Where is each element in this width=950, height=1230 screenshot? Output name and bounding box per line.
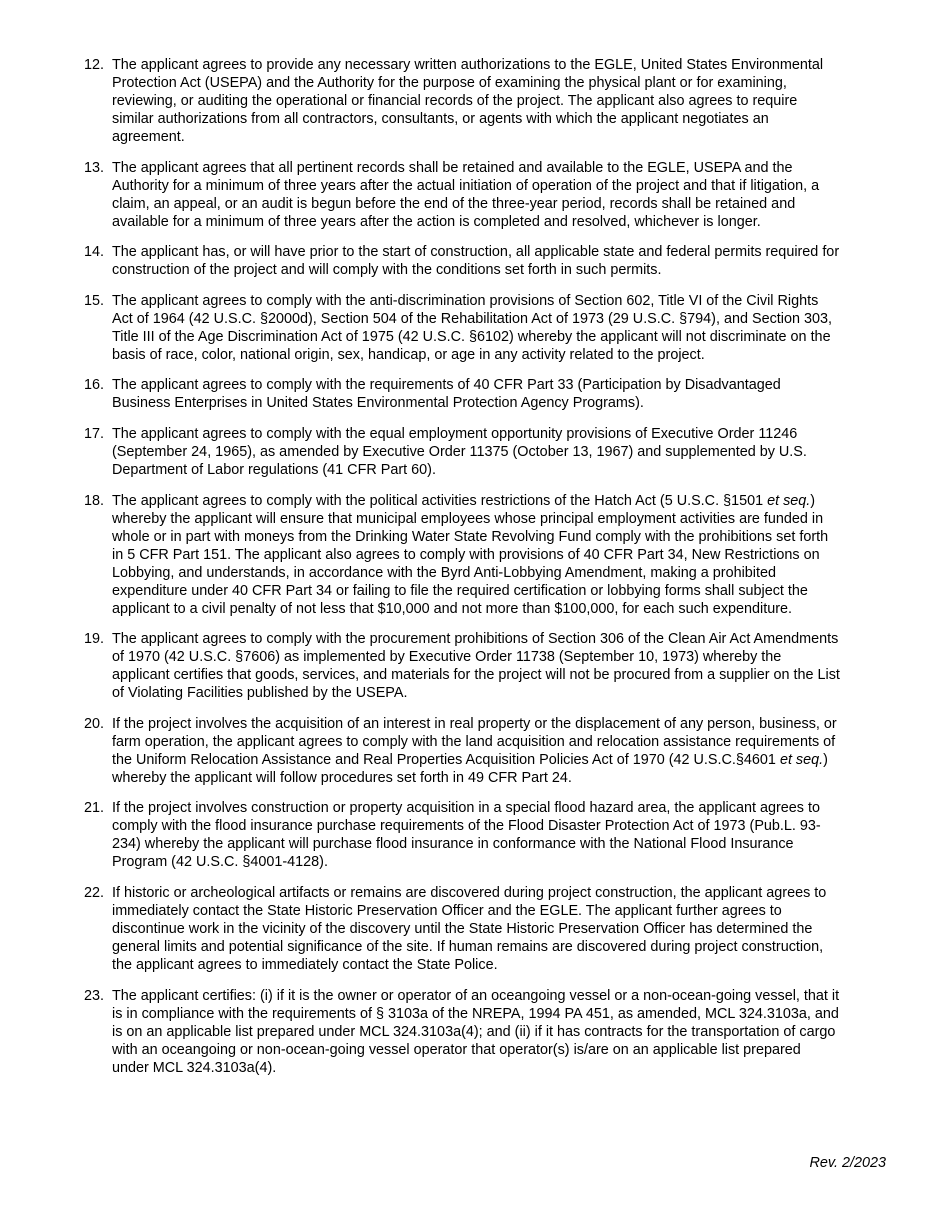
item-text [112,492,840,618]
item-number: 20. [84,715,105,732]
item-number: 15. [84,292,105,309]
list-item [84,159,840,231]
item-text-segment: The applicant certifies: (i) if it is the owner or operator of an oceangoing vessel or a non-ocean-going vessel, that it is in compliance with the requirements of § 3103a of the NREPA, 1994 PA 451, as amended, MCL 324.3103a, and is on an applicable list prepared under MCL 324.3103a(4); and (ii) if it has contracts for the transportation of cargo with an oceangoing or non-ocean-going vessel operator that operator(s) is/are on an applicable list prepared under MCL 324.3103a(4). [112,987,840,1076]
item-text [112,159,840,231]
item-text-segment: ) whereby the applicant will ensure that municipal employees whose principal employment activities are funded in whole or in part with moneys from the Drinking Water State Revolving Fund comply with the prohibitions set forth in 5 CFR Part 151. The applicant also agrees to comply with provisions of 40 CFR Part 34, New Restrictions on Lobbying, and understands, in accordance with the Byrd Anti-Lobbying Amendment, making a prohibited expenditure under 40 CFR Part 34 or failing to file the required certification or lobbying forms shall subject the applicant to a civil penalty of not less that $10,000 and not more than $100,000, for each such expenditure. [112,492,829,617]
item-number: 12. [84,57,105,73]
item-number: 22. [84,884,105,901]
item-text [112,630,840,702]
item-text-italic: et seq. [767,492,811,509]
item-number: 16. [84,377,105,394]
list-item [84,376,840,412]
item-text-segment: If the project involves construction or property acquisition in a special flood hazard area, the applicant agrees to comply with the flood insurance purchase requirements of the Flood Disaster Protection Act of 1973 (Pub.L. 93-234) whereby the applicant will purchase flood insurance in conformance with the National Flood Insurance Program (42 U.S.C. §4001-4128). [112,800,821,871]
item-text-segment: If the project involves the acquisition of an interest in real property or the displacement of any person, business, or farm operation, the applicant agrees to comply with the land acquisition and relocation assistance requirements of the Uniform Relocation Assistance and Real Properties Acquisition Policies Act of 1970 (42 U.S.C.§4601 [112,715,837,768]
item-text-segment: The applicant agrees to comply with the political activities restrictions of the Hatch Act (5 U.S.C. §1501 [112,492,768,509]
item-text-segment: The applicant has, or will have prior to the start of construction, all applicable state and federal permits required for construction of the project and will comply with the conditions set forth in such permits. [112,244,840,279]
list-item [84,425,840,479]
item-text [112,715,840,787]
list-item [84,987,840,1077]
item-number: 21. [84,800,105,817]
item-text [112,799,840,871]
item-number: 19. [84,631,105,648]
list-item [84,56,840,146]
item-text [112,376,840,412]
list-item [84,292,840,364]
item-text [112,884,840,974]
numbered-list [84,56,840,1089]
list-item [84,884,840,974]
revision-footer: Rev. 2/2023 [809,1155,886,1171]
item-text-italic: et seq. [779,751,824,768]
item-text-segment: The applicant agrees to comply with the procurement prohibitions of Section 306 of the Clean Air Act Amendments of 1970 (42 U.S.C. §7606) as implemented by Executive Order 11738 (September 10, 1973) whereby the applicant certifies that goods, services, and materials for the project will not be procured from a supplier on the List of Violating Facilities published by the USEPA. [112,631,840,702]
item-number: 18. [84,492,105,509]
item-text [112,987,840,1077]
item-text-segment: The applicant agrees to comply with the anti-discrimination provisions of Section 602, Title VI of the Civil Rights Act of 1964 (42 U.S.C. §2000d), Section 504 of the Rehabilitation Act of 1973 (29 U.S.C. §794), and Section 303, Title III of the Age Discrimination Act of 1975 (42 U.S.C. §6102) whereby the applicant will not discriminate on the basis of race, color, national origin, sex, handicap, or age in any activity related to the project. [112,292,832,363]
item-text-segment: The applicant agrees to comply with the equal employment opportunity provisions of Executive Order 11246 (September 24, 1965), as amended by Executive Order 11375 (October 13, 1967) and supplemented by U.S. Department of Labor regulations (41 CFR Part 60). [112,425,807,478]
item-text-segment: ) whereby the applicant will follow procedures set forth in 49 CFR Part 24. [112,751,828,786]
item-text-segment: The applicant agrees that all pertinent records shall be retained and available to the EGLE, USEPA and the Authority for a minimum of three years after the actual initiation of operation of the project and that if litigation, a claim, an appeal, or an audit is begun before the end of the three-year period, records shall be retained and available for a minimum of three years after the action is completed and resolved, whichever is longer. [112,159,820,230]
item-number: 13. [84,159,105,176]
item-text-segment: The applicant agrees to comply with the requirements of 40 CFR Part 33 (Participation by Disadvantaged Business Enterprises in United States Environmental Protection Agency Programs). [112,377,781,412]
list-item [84,492,840,618]
item-text-segment: The applicant agrees to provide any necessary written authorizations to the EGLE, United States Environmental Protection Act (USEPA) and the Authority for the purpose of examining the physical plant or for examining, reviewing, or auditing the operational or financial records of the project. The applicant also agrees to require similar authorizations from all contractors, consultants, or agents with which the applicant negotiates an agreement. [112,57,824,145]
list-item [84,630,840,702]
item-text [112,292,840,364]
item-text [112,425,840,479]
list-item [84,715,840,787]
item-text [112,243,840,279]
list-item [84,799,840,871]
list-item [84,243,840,279]
item-number: 17. [84,425,105,442]
item-number: 14. [84,244,105,261]
item-number: 23. [84,987,105,1004]
item-text [112,56,840,146]
item-text-segment: If historic or archeological artifacts or remains are discovered during project construction, the applicant agrees to immediately contact the State Historic Preservation Officer and the EGLE. The applicant further agrees to discontinue work in the vicinity of the discovery until the State Historic Preservation Officer has determined the general limits and potential significance of the site. If human remains are discovered during project construction, the applicant agrees to immediately contact the State Police. [112,884,827,973]
